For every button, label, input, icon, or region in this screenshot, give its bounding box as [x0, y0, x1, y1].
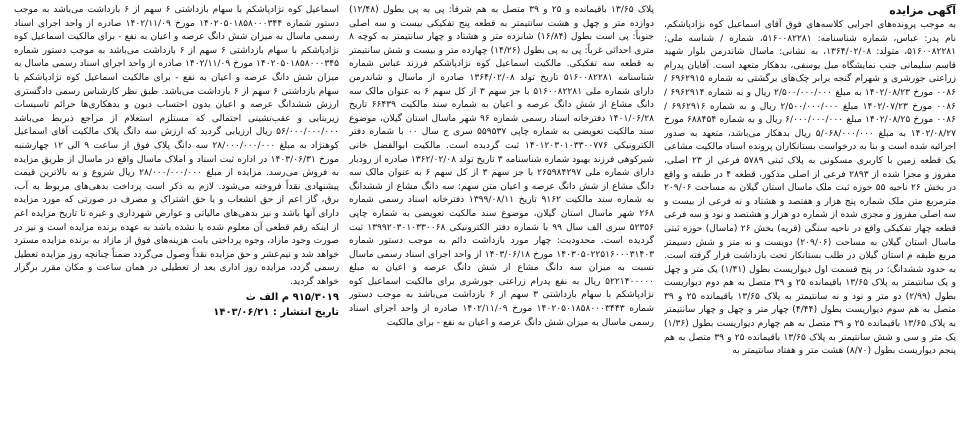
signature-code: ۹۱۵/۳۰۱۹ م الف ث	[245, 292, 339, 304]
notice-column-right	[664, 4, 956, 424]
notice-column-middle	[349, 4, 654, 424]
notice-text-left: اسماعیل کوه نژادپاشکم با سهام بازداشتی ۶ سهم از ۶ بازداشت می‌باشد به موجب دستور شماره ۱۴۰۲۰۵۰۱۸۵۸۰۰۰۳۴۴ مورخ ۱۴۰۲/۱۱/۰۹ صادره از واحد اجرای اسناد رسمی ماسال به میزان شش دانگ عرصه و اعیان به نفع - برای مالکیت اسماعیل کوه نژادپاشکم با سهام بازداشتی ۶ سهم از ۶ بازداشت می‌باشد به موجب دستور شماره ۱۴۰۲۰۵۰۱۸۵۸۰۰۰۳۴۵ مورخ ۱۴۰۲/۱۱/۰۹ صادره از واحد اجرای اسناد رسمی ماسال به میزان شش دانگ عرصه و اعیان به نفع - برای مالکیت اسماعیل کوه نژادپاشکم با سهام بازداشتی ۶ سهم از ۶ بازداشت می‌باشد. طبق نظر کارشناس رسمی دادگستری ارزش ششدانگ عرصه و اعیان بدون احتساب دیون و بدهکاری‌ها حرائم تاسیسات زیربنایی و عقب‌نشینی احتمالی که مستلزم استعلام از مراجع ذیربط می‌باشد ۵۶/۰۰۰/۰۰۰/۰۰۰ ریال ارزیابی گردید که ارزش سه دانگ پلاک مالکیت آقای اسماعیل کوهنژاد به مبلغ ۲۸/۰۰۰/۰۰۰/۰۰۰ سه دانگ پلاک فوق از ساعت ۹ الی ۱۲ چهارشنبه مورخ ۱۴۰۳/۰۶/۳۱ در اداره ثبت اسناد و املاک ماسال واقع در ماسال از طریق مزایده به فروش می‌رسد. مزایده از مبلغ ۲۸/۰۰۰/۰۰۰/۰۰۰ ریال شروع و به بالاترین قیمت پیشنهادی نقداً فروخته می‌شود. لازم به ذکر است پرداخت بدهی‌های مربوط به آب، برق، گاز اعم از حق انشعاب و یا حق اشتراک و مصرف در صورتی که مورد مزایده دارای آنها باشد و نیز بدهی‌های مالیاتی و عوارض شهرداری و غیره تا تاریخ مزایده اعم از اینکه رقم قطعی آن معلوم شده یا نشده باشد به عهده برنده مزایده است و نیز در صورت وجود مازاد، وجوه پرداختی بابت هزینه‌های فوق از مازاد به برنده مزایده مسترد خواهد شد و نیم‌عشر و حق مزایده نقداً وصول می‌گردد ضمناً چنانچه روز مزایده تعطیل رسمی گردد، مزایده روز اداری بعد از تعطیلی در همان ساعت و مکان مقرر برگزار خواهد گردید.	[14, 5, 339, 287]
notice-column-left	[14, 4, 339, 424]
publication-date: تاریخ انتشار : ۱۴۰۳/۰۶/۲۱	[213, 307, 339, 319]
notice-text-right: به موجب پرونده‌های اجرایی کلاسه‌های فوق آقای اسماعیل کوه نژادپاشکم، نام پدر: عباس، شماره شناسنامه: ۵۱۶۰۰۸۲۲۸۱، شماره / شناسه ملی: ۵۱۶۰۰۸۲۲۸۱، متولد: ۱۳۶۴/۰۲/۰۸، به نشانی: ماسال شاندرمن بلوار شهید قاسم سلیمانی جنب نمایشگاه مبل یوسفی، بدهکار متعهد است. آقایان پدرام زراعتی جورشری و شهرام گنجه برابر چک‌های برگشتی به شماره ۶۹۶۲۹۱۵ /۰۰۸۶ مورخ ۱۴۰۲/۰۸/۲۳ به مبلغ ۲/۵۰۰/۰۰۰/۰۰۰ ریال و به شماره ۶۹۶۲۹۱۴ /۰۰۸۶ مورخ ۱۴۰۲/۰۷/۲۳ مبلغ ۲/۵۰۰/۰۰۰/۰۰۰ ریال و به شماره ۶۹۶۲۹۱۶ /۰۰۸۶ مورخ ۱۴۰۲/۰۸/۲۵ مبلغ ۶/۰۰۰/۰۰۰/۰۰۰ ریال و به شماره ۶۸۸۴۵۴ مورخ ۱۴۰۲/۰۸/۲۷ به مبلغ ۵/۰۶۸/۰۰۰/۰۰۰ ریال بدهکار می‌باشد، متعهد به صدور اجرائیه شده است و بنا به درخواست بستانکاران پرونده اسناد مالکیت مشاعی یک قطعه زمین با کاربری مسکونی به پلاک ثبتی ۵۷۸۹ فرعی از ۲۳ اصلی، مفروز و مجزا شده از ۲۸۹۳ فرعی از اصلی مذکور، قطعه ۴ در طبقه و واقع در بخش ۲۶ ناحیه ۵۵ حوزه ثبت ملک ماسال استان گیلان به مساحت ۲۰۹/۰۶ مترمربع متن ملک شماره پنج هزار و هفتصد و هشتاد و نه فرعی از بیست و سه اصلی مفروز و مجزی شده از شماره دو هزار و هشتصد و نود و سه فرعی قطعه چهار تفکیکی واقع در ناحیه سنگی (قریه) بخش ۲۶ (ماسال) حوزه ثبتی ماسال استان گیلان به مساحت (۲۰۹/۰۶) دویست و نه متر و شش دسیمتر مربع طبقه م استان گیلان در طلب بستانکار تحت بازداشت قرار گرفته است. به حدود ششدانگ: در پنج قسمت اول دیواریست بطول (۱/۴۱) یک متر و چهل و یک سانتیمتر به پلاک ۱۳/۶۵ باقیمانده ۲۵ و ۳۹ متصل به هم دوم دیواریست بطول (۲/۹۹) دو متر و نود و نه سانتیمتر به پلاک ۱۳/۶۵ باقیمانده ۲۵ و ۳۹ متصل به هم سوم دیواریست بطول (۴/۴۴) چهار متر و چهل و چهار سانتیمتر به پلاک ۱۳/۶۵ باقیمانده ۲۵ و ۳۹ متصل به هم چهارم دیواریست بطول (۱/۳۶) یک متر و سی و شش سانتیمتر به پلاک ۱۳/۶۵ باقیمانده ۲۵ و ۳۹ متصل به هم پنجم دیواریست بطول (۸/۷۰) هشت متر و هفتاد سانتیمتر به	[664, 20, 956, 357]
notice-title: آگهی مزایده	[889, 4, 956, 17]
notice-text-middle: پلاک ۱۳/۶۵ باقیمانده و ۲۵ و ۳۹ متصل به هم شرقاً: پی به پی بطول (۱۲/۴۸) دوازده متر و چهل و هشت سانتیمتر به قطعه پنج تفکیکی بیست و سه اصلی جنوباً: پی است بطول (۱۶/۸۴) شانزده متر و هشتاد و چهار سانتیمتر به کوچه ۸ متری احداثی غرباً: پی به پی بطول (۱۴/۲۶) چهارده متر و بیست و شش سانتیمتر به قطعه سه تفکیکی. مالکیت اسماعیل کوه نژادپاشکم فرزند عباس شماره شناسنامه ۵۱۶۰۰۸۲۲۸۱ تاریخ تولد ۱۳۶۴/۰۲/۰۸ صادره از ماسال و شاندرمن دارای شماره ملی ۵۱۶۰۰۸۲۲۸۱ با جز سهم ۳ از کل سهم ۶ به عنوان مالک سه دانگ مشاع از شش دانگ عرصه و اعیان به شماره سند مالکیت ۶۶۴۳۹ تاریخ ۱۴۰۱/۰۶/۲۸ دفترخانه اسناد رسمی شماره ۹۶ شهر ماسال استان گیلان، موضوع سند مالکیت تعویضی به شماره چاپی ۵۵۹۵۳۷ سری ج سال ۰۰ با شماره دفتر الکترونیکی ۱۴۰۱۲۰۳۰۱۰۳۳۰۰۷۷۶ ثبت گردیده است. مالکیت ابوالفضل خانی شیرکوهی فرزند بهبود شماره شناسنامه ۳ تاریخ تولد ۱۳۶۲/۰۲/۰۸ صادره از رودبار دارای شماره ملی ۲۶۵۹۸۴۲۹۷ با جز سهم ۳ از کل سهم ۶ به عنوان مالک سه دانگ مشاع از شش دانگ عرصه و اعیان متن سهم: سه دانگ مشاع از ششدانگ به شماره سند مالکیت ۹۱۶۲ تاریخ ۱۳۹۹/۰۸/۱۱ دفترخانه اسناد رسمی شماره ۲۶۸ شهر ماسال استان گیلان، موضوع سند مالکیت تعویضی به شماره چاپی ۵۲۳۵۶ سری الف سال ۹۹ با شماره دفتر الکترونیکی ۱۳۹۹۲۰۳۰۱۰۳۳۰۰۶۸ ثبت گردیده است. محدودیت: چهار مورد بازداشت دائم به موجب دستور شماره ۱۴۰۳۰۵۰۲۲۵۱۶۰۰۰۳۱۴۰۳ مورخ ۱۴۰۳/۰۶/۱۸ از واحد اجرای اسناد رسمی ماسال نسبت به میزان سه دانگ مشاع از شش دانگ عرصه و اعیان به مبلغ ۵۲۲۱۴۰۰۰۰۰ ریال به نفع پدرام زراعتی جورشری برای مالکیت اسماعیل کوه نژادپاشکم با سهام بازداشتی ۳ سهم از ۶ بازداشت می‌باشد به موجب دستور شماره ۱۴۰۲۰۵۰۱۸۵۸۰۰۰۳۴۴۳ مورخ ۱۴۰۲/۱۱/۰۹ صادره از واحد اجرای اسناد رسمی ماسال به میزان شش دانگ عرصه و اعیان به نفع - برای مالکیت	[349, 5, 654, 328]
